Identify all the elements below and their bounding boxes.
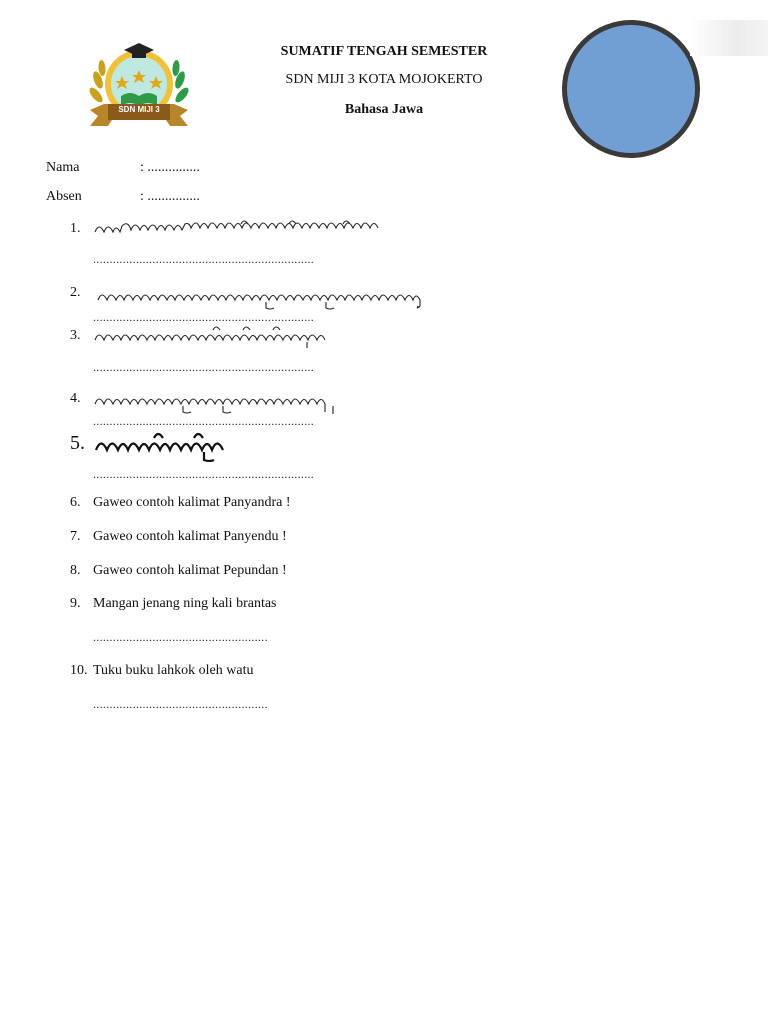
question-3-number: 3. xyxy=(70,328,81,343)
field-name-label: Nama xyxy=(46,160,80,175)
question-4-javanese-script xyxy=(93,386,343,416)
question-2-answer-line[interactable]: ................................................................... xyxy=(93,310,315,324)
question-1-javanese-script xyxy=(93,216,405,240)
question-10-answer-line[interactable]: ..................................................... xyxy=(93,697,268,711)
field-absen-blank[interactable]: : ............... xyxy=(140,189,200,204)
question-4-answer-line[interactable]: ................................................................... xyxy=(93,414,315,428)
school-name: SDN MIJI 3 KOTA MOJOKERTO xyxy=(285,72,483,87)
field-absen-label: Absen xyxy=(46,189,82,204)
question-7-number: 7. xyxy=(70,529,81,544)
corner-shadow xyxy=(690,20,768,56)
question-4-number: 4. xyxy=(70,391,81,406)
question-7-text: Gaweo contoh kalimat Panyendu ! xyxy=(93,529,287,544)
question-2-javanese-script xyxy=(96,282,432,312)
question-1-answer-line[interactable]: ................................................................... xyxy=(93,252,315,266)
score-circle xyxy=(562,20,700,158)
question-9-text: Mangan jenang ning kali brantas xyxy=(93,596,277,611)
logo-ribbon-text: SDN MIJI 3 xyxy=(118,105,160,114)
field-name-blank[interactable]: : ............... xyxy=(140,160,200,175)
question-10-number: 10. xyxy=(70,663,88,678)
question-3-javanese-script xyxy=(93,322,339,350)
question-6-text: Gaweo contoh kalimat Panyandra ! xyxy=(93,495,291,510)
question-5-answer-line[interactable]: ................................................................... xyxy=(93,467,315,481)
question-2-number: 2. xyxy=(70,285,81,300)
question-8-number: 8. xyxy=(70,563,81,578)
question-9-answer-line[interactable]: ..................................................... xyxy=(93,630,268,644)
school-logo xyxy=(86,40,192,132)
question-5-number: 5. xyxy=(70,432,85,454)
question-5-javanese-script xyxy=(94,428,230,462)
question-9-number: 9. xyxy=(70,596,81,611)
question-3-answer-line[interactable]: ................................................................... xyxy=(93,360,315,374)
question-6-number: 6. xyxy=(70,495,81,510)
question-8-text: Gaweo contoh kalimat Pepundan ! xyxy=(93,563,287,578)
subject-name: Bahasa Jawa xyxy=(344,102,424,117)
question-1-number: 1. xyxy=(70,221,81,236)
exam-title: SUMATIF TENGAH SEMESTER xyxy=(280,44,488,59)
question-10-text: Tuku buku lahkok oleh watu xyxy=(93,663,254,678)
